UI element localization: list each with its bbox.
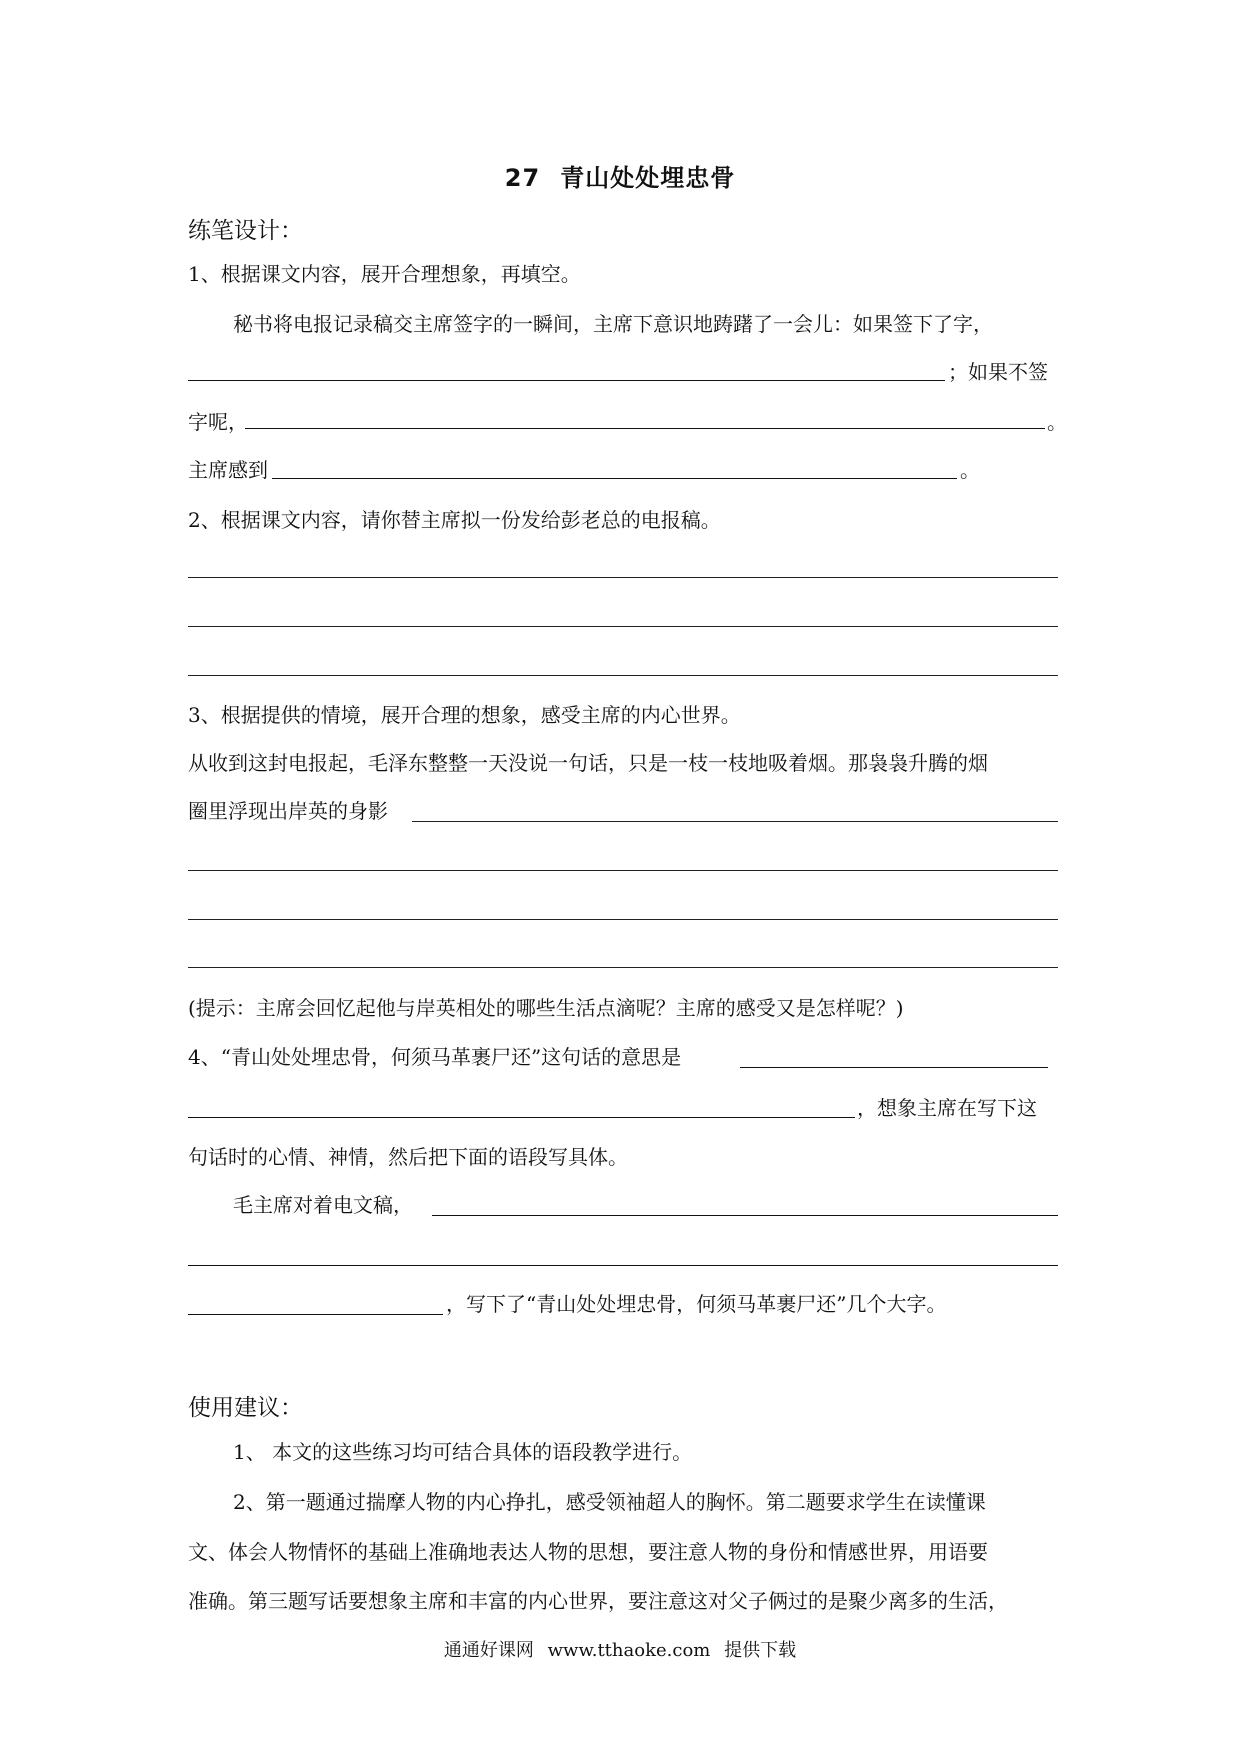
q1-after-blank1: ；如果不签 xyxy=(948,360,1048,384)
q4-line3: 句话时的心情、神情，然后把下面的语段写具体。 xyxy=(188,1145,628,1169)
section-heading-practice: 练笔设计： xyxy=(188,218,303,244)
q3-prompt: 3、根据提供的情境，展开合理的想象，感受主席的内心世界。 xyxy=(188,703,741,727)
usage-item-2-line-2: 文、体会人物情怀的基础上准确地表达人物的思想，要注意人物的身份和情感世界，用语要 xyxy=(188,1540,988,1564)
q3-answer-line-4[interactable] xyxy=(188,967,1058,968)
q1-line3-start: 字呢， xyxy=(188,410,248,434)
q1-line1: 秘书将电报记录稿交主席签字的一瞬间，主席下意识地踌躇了一会儿：如果签下了字， xyxy=(233,312,993,336)
lesson-title: 青山处处埋忠骨 xyxy=(560,164,736,192)
page-footer xyxy=(0,1636,1240,1662)
q1-blank-3[interactable] xyxy=(272,478,957,479)
q2-answer-line-1[interactable] xyxy=(188,577,1058,578)
q3-line1: 从收到这封电报起，毛泽东整整一天没说一句话，只是一枝一枝地吸着烟。那袅袅升腾的烟 xyxy=(188,751,988,775)
page-title xyxy=(0,158,1240,193)
footer-site-name: 通通好课网 xyxy=(443,1640,534,1661)
q3-line2-start: 圈里浮现出岸英的身影 xyxy=(188,799,388,823)
q4-blank-writing-1[interactable] xyxy=(432,1215,1058,1216)
section-heading-usage: 使用建议： xyxy=(188,1395,303,1421)
usage-item-1: 1、 本文的这些练习均可结合具体的语段教学进行。 xyxy=(233,1440,693,1464)
q3-hint: (提示：主席会回忆起他与岸英相处的哪些生活点滴呢？主席的感受又是怎样呢？) xyxy=(188,996,904,1020)
q4-line1: 4、“青山处处埋忠骨，何须马革裹尸还”这句话的意思是 xyxy=(188,1045,682,1069)
q2-answer-line-3[interactable] xyxy=(188,675,1058,676)
lesson-number: 27 xyxy=(504,164,541,192)
q1-blank-1[interactable] xyxy=(188,380,945,381)
usage-item-2-line-1: 2、第一题通过揣摩人物的内心挣扎，感受领袖超人的胸怀。第二题要求学生在读懂课 xyxy=(233,1490,986,1514)
q3-answer-line-3[interactable] xyxy=(188,919,1058,920)
q4-line4-start: 毛主席对着电文稿， xyxy=(233,1193,413,1217)
q4-blank-writing-3[interactable] xyxy=(188,1314,443,1315)
q4-blank-writing-2[interactable] xyxy=(188,1265,1058,1266)
q1-blank-2[interactable] xyxy=(245,428,1045,429)
q1-prompt: 1、根据课文内容，展开合理想象，再填空。 xyxy=(188,262,581,286)
q1-line4-end: 。 xyxy=(960,458,980,482)
q3-answer-line-1[interactable] xyxy=(412,821,1058,822)
q4-blank-meaning-2[interactable] xyxy=(188,1117,855,1118)
q1-line4-start: 主席感到 xyxy=(188,458,268,482)
q3-answer-line-2[interactable] xyxy=(188,870,1058,871)
q1-line3-end: 。 xyxy=(1047,410,1067,434)
footer-url[interactable]: www.tthaoke.com xyxy=(547,1640,711,1661)
footer-tail: 提供下载 xyxy=(724,1640,797,1661)
q4-blank-meaning-1[interactable] xyxy=(740,1067,1048,1068)
q4-line6-end: ，写下了“青山处处埋忠骨，何须马革裹尸还”几个大字。 xyxy=(446,1292,947,1316)
q2-answer-line-2[interactable] xyxy=(188,626,1058,627)
usage-item-2-line-3: 准确。第三题写话要想象主席和丰富的内心世界，要注意这对父子俩过的是聚少离多的生活， xyxy=(188,1589,1008,1613)
q4-line2-end: ，想象主席在写下这 xyxy=(857,1096,1037,1120)
q2-prompt: 2、根据课文内容，请你替主席拟一份发给彭老总的电报稿。 xyxy=(188,508,721,532)
